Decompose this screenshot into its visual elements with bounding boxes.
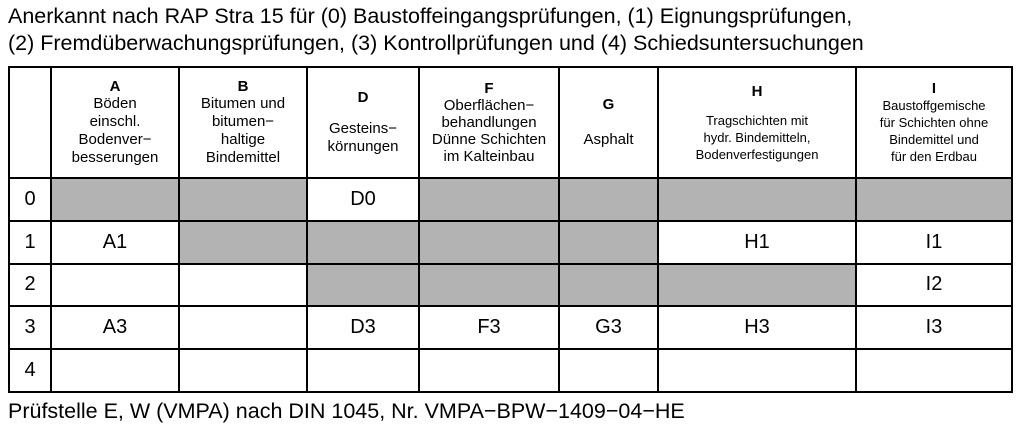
row-label: 1 <box>9 221 51 264</box>
column-letter: G <box>602 96 615 113</box>
table-cell <box>51 178 179 221</box>
column-header-d <box>307 67 419 178</box>
table-cell <box>307 349 419 392</box>
column-description: Oberflächen− behandlungen <box>441 97 537 131</box>
column-letter: H <box>751 82 763 100</box>
column-header-a <box>51 67 179 178</box>
table-cell <box>559 349 658 392</box>
table-row-4 <box>9 349 1012 392</box>
column-header-h <box>658 67 856 178</box>
table-cell <box>179 306 307 349</box>
table-cell <box>658 178 856 221</box>
header-row <box>9 67 1012 178</box>
column-description: Bitumen und bitumen− haltige Bindemittel <box>200 95 286 166</box>
table-cell <box>559 178 658 221</box>
table-cell <box>179 221 307 264</box>
table-cell <box>51 349 179 392</box>
heading-line-2: (2) Fremdüberwachungsprüfungen, (3) Kontrollprüfungen und (4) Schiedsuntersuchungen <box>8 31 864 55</box>
column-description: Böden einschl. Bodenver− besserungen <box>71 95 159 166</box>
document-heading <box>8 3 864 57</box>
row-label: 2 <box>9 264 51 307</box>
column-description: Baustoffgemische für Schichten ohne Bindemittel und für den Erdbau <box>879 98 989 164</box>
footer-note: Prüfstelle E, W (VMPA) nach DIN 1045, Nr. VMPA−BPW−1409−04−HE <box>8 399 685 423</box>
table-cell: A3 <box>51 306 179 349</box>
table-cell <box>307 264 419 307</box>
column-header-b <box>179 67 307 178</box>
column-description: Tragschichten mit hydr. Bindemitteln, Bodenverfestigungen <box>695 112 819 162</box>
table-row-0 <box>9 178 1012 221</box>
row-label: 4 <box>9 349 51 392</box>
table-cell <box>179 349 307 392</box>
table-cell <box>179 178 307 221</box>
table-cell: D3 <box>307 306 419 349</box>
row-label: 0 <box>9 178 51 221</box>
table-cell <box>559 264 658 307</box>
table-cell <box>419 178 559 221</box>
table-cell <box>658 264 856 307</box>
column-description: Gesteins− körnungen <box>327 120 399 155</box>
table-cell: H1 <box>658 221 856 264</box>
table-cell <box>658 349 856 392</box>
column-description-tail: im Kalteinbau <box>443 148 535 165</box>
table-cell: I3 <box>856 306 1012 349</box>
corner-cell <box>9 67 51 178</box>
column-header-i <box>856 67 1012 178</box>
column-letter: I <box>931 80 937 97</box>
table-cell <box>307 221 419 264</box>
column-letter: B <box>237 78 249 95</box>
table-cell <box>179 264 307 307</box>
table-cell <box>559 221 658 264</box>
column-letter: F <box>484 80 494 97</box>
table-cell: D0 <box>307 178 419 221</box>
table-cell <box>856 178 1012 221</box>
column-description-sub: Dünne Schichten <box>431 131 547 148</box>
column-header-g <box>559 67 658 178</box>
column-letter: D <box>357 89 369 106</box>
table-cell: I1 <box>856 221 1012 264</box>
row-label: 3 <box>9 306 51 349</box>
heading-line-1: Anerkannt nach RAP Stra 15 für (0) Baustoffeingangsprüfungen, (1) Eignungsprüfungen, <box>8 4 853 28</box>
table-cell: G3 <box>559 306 658 349</box>
table-cell: A1 <box>51 221 179 264</box>
table-cell <box>51 264 179 307</box>
table-cell: F3 <box>419 306 559 349</box>
table-row-3 <box>9 306 1012 349</box>
table-cell <box>419 264 559 307</box>
table-row-1 <box>9 221 1012 264</box>
table-cell <box>856 349 1012 392</box>
table-cell <box>419 349 559 392</box>
column-letter: A <box>109 78 121 95</box>
table-row-2 <box>9 264 1012 307</box>
column-description: Asphalt <box>583 131 634 148</box>
accreditation-table <box>8 66 1013 393</box>
column-header-f <box>419 67 559 178</box>
table-cell: H3 <box>658 306 856 349</box>
table-cell <box>419 221 559 264</box>
table-cell: I2 <box>856 264 1012 307</box>
